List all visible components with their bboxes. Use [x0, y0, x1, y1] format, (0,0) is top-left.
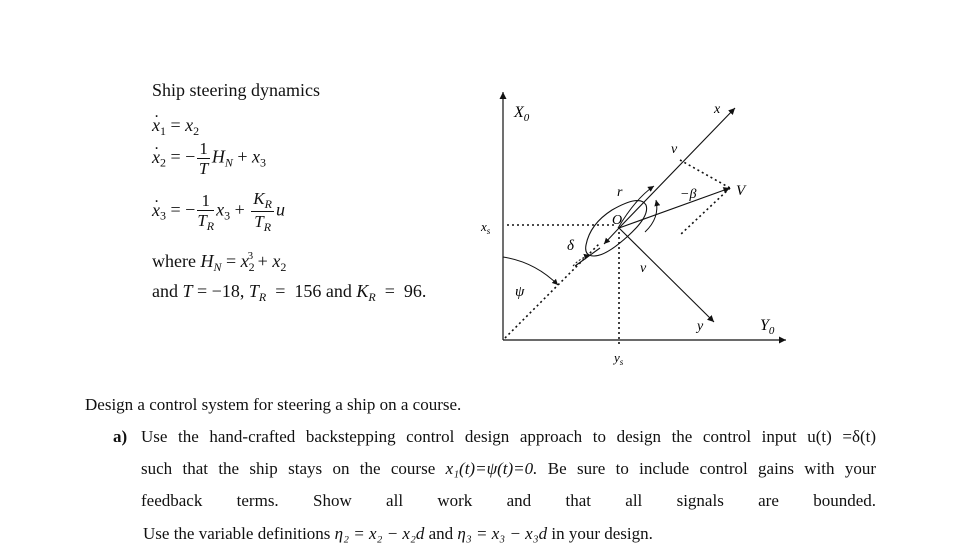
beta-label: −β: [680, 187, 697, 202]
psi-arc: [503, 257, 558, 285]
part-a-line-2: such that the ship stays on the course x₁(t)=ψ(t)=0. Be sure to include control gains with your: [141, 459, 876, 478]
equation-parameters: and T = −18, $T_R = 156$ and $K_R = 96$.: [152, 281, 427, 304]
sway-velocity-label: v: [640, 261, 647, 276]
part-a-line-1: Use the hand-crafted backstepping control design approach to design the control input u(t) =δ(t): [141, 427, 876, 446]
x0-label: $X_0$: [514, 104, 530, 124]
body-y-label: y: [697, 319, 704, 334]
body-y-axis: [619, 228, 714, 322]
body-x-axis: [619, 108, 735, 228]
equation-x1-dot: . $x_1 = x_2$: [152, 116, 199, 137]
velocity-rect-top: [680, 160, 730, 188]
part-a-label: a): [113, 427, 128, 446]
surge-velocity-label: v: [671, 142, 678, 157]
ys-label: $y_s$: [614, 350, 624, 367]
equation-x2-dot: . $x_2$ = − $\frac{1}{T}$ $H_N + x_3$: [152, 140, 266, 177]
part-a-line-4: Use the variable definitions η₂ = x₂ − x₂d and η₃ = x₃ − x₃d in your design.: [143, 524, 653, 543]
origin-label: O: [612, 213, 623, 228]
psi-label: ψ: [515, 284, 525, 300]
part-a-line-3: feedback terms. Show all work and that all signals are bounded.: [141, 491, 876, 510]
section-heading: Ship steering dynamics: [152, 80, 320, 100]
y0-label: $Y_0$: [760, 317, 775, 337]
xs-label: $x_s$: [481, 219, 491, 236]
delta-label: δ: [567, 238, 574, 254]
lateral-velocity-arrow: [604, 228, 619, 244]
ship-diagram: [470, 88, 800, 373]
body-x-label: x: [714, 102, 721, 117]
rudder-line: [575, 248, 600, 266]
equation-x3-dot: . $x_3$ = − $\frac{1}{T_R}$ $x_3$ + $\frac{K_R}{T_R}$ u: [152, 190, 285, 233]
equation-hn-definition: where $H_N = x_2^3 + x_2$: [152, 250, 287, 274]
total-velocity-label: V: [736, 183, 746, 199]
problem-intro: Design a control system for steering a ship on a course.: [85, 395, 462, 414]
velocity-vector: [619, 188, 730, 228]
yaw-rate-label: r: [617, 185, 623, 200]
